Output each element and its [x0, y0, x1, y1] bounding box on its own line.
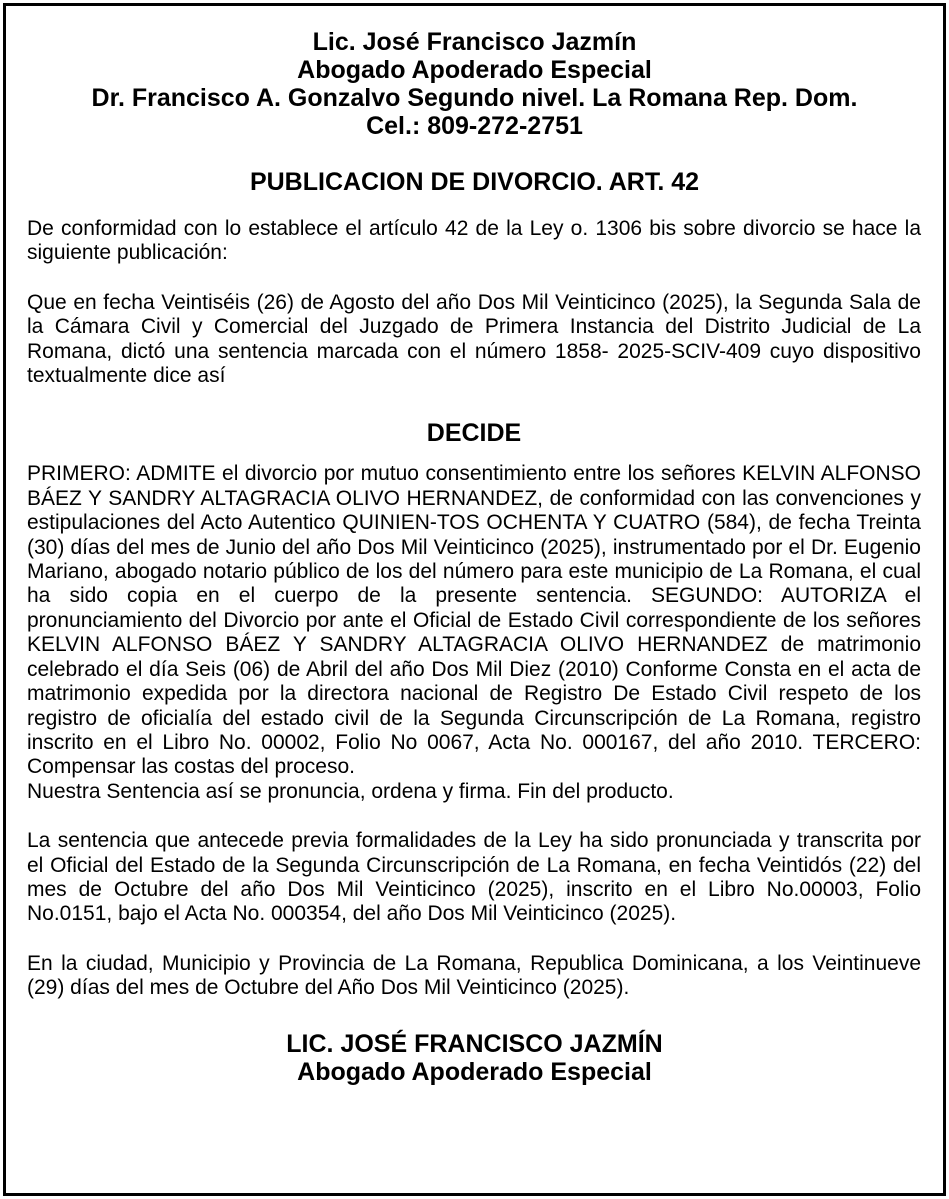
decide-heading: DECIDE [426, 419, 522, 448]
transcription-paragraph: La sentencia que antecede previa formalidades de la Ley ha sido pronunciada y transcrita por el Oficial del Estado de la Segunda Circunscripción de La Romana, en fecha Veintidós (22) del mes de Octubre del año Dos Mil Veinticinco (2025), inscrito en el Libro No.00003, Folio No.0151, bajo el Acta No. 000354, del año Dos Mil Veinticinco (2025). [27, 829, 921, 926]
notice-frame [3, 3, 946, 1196]
signature-name: LIC. JOSÉ FRANCISCO JAZMÍN [286, 1029, 663, 1058]
lawyer-role: Abogado Apoderado Especial [297, 56, 652, 84]
body-content [6, 217, 943, 1001]
sentence-closing-line: Nuestra Sentencia así se pronuncia, ordena y firma. Fin del producto. [27, 779, 674, 803]
place-date-paragraph: En la ciudad, Municipio y Provincia de La Romana, Republica Dominicana, a los Veintinueve (29) días del mes de Octubre del Año Dos Mil Veinticinco (2025). [27, 951, 921, 1000]
lawyer-name: Lic. José Francisco Jazmín [312, 28, 637, 56]
header-block [6, 28, 943, 140]
publication-title: PUBLICACION DE DIVORCIO. ART. 42 [249, 168, 700, 196]
resolution-paragraph: PRIMERO: ADMITE el divorcio por mutuo consentimiento entre los señores KELVIN ALFONSO BÁEZ Y SANDRY ALTAGRACIA OLIVO HERNANDEZ, de conformidad con las convenciones y estipulaciones del Acto Autentico QUINIEN-TOS OCHENTA Y CUATRO (584), de fecha Treinta (30) días del mes de Junio del año Dos Mil Veinticinco (2025), instrumentado por el Dr. Eugenio Mariano, abogado notario público de los del número para este municipio de La Romana, el cual ha sido copia en el cuerpo de la presente sentencia. SEGUNDO: AUTORIZA el pronunciamiento del Divorcio por ante el Oficial de Estado Civil correspondiente de los señores KELVIN ALFONSO BÁEZ Y SANDRY ALTAGRACIA OLIVO HERNANDEZ de matrimonio celebrado el día Seis (06) de Abril del año Dos Mil Diez (2010) Conforme Consta en el acta de matrimonio expedida por la directora nacional de Registro De Estado Civil respeto de los registro de oficialía del estado civil de la Segunda Circunscripción de La Romana, registro inscrito en el Libro No. 00002, Folio No 0067, Acta No. 000167, del año 2010. TERCERO: Compensar las costas del proceso. [27, 462, 921, 779]
signature-role: Abogado Apoderado Especial [297, 1057, 652, 1086]
lawyer-address: Dr. Francisco A. Gonzalvo Segundo nivel. La Romana Rep. Dom. [91, 84, 858, 112]
sentence-date-paragraph: Que en fecha Veintiséis (26) de Agosto del año Dos Mil Veinticinco (2025), la Segunda Sala de la Cámara Civil y Comercial del Juzgado de Primera Instancia del Distrito Judicial de La Romana, dictó una sentencia marcada con el número 1858- 2025-SCIV-409 cuyo dispositivo textualmente dice así [27, 290, 921, 388]
signature-block [6, 1030, 943, 1086]
intro-paragraph: De conformidad con lo establece el artículo 42 de la Ley o. 1306 bis sobre divorcio se hace la siguiente publicación: [27, 217, 921, 265]
lawyer-phone: Cel.: 809-272-2751 [366, 112, 583, 140]
